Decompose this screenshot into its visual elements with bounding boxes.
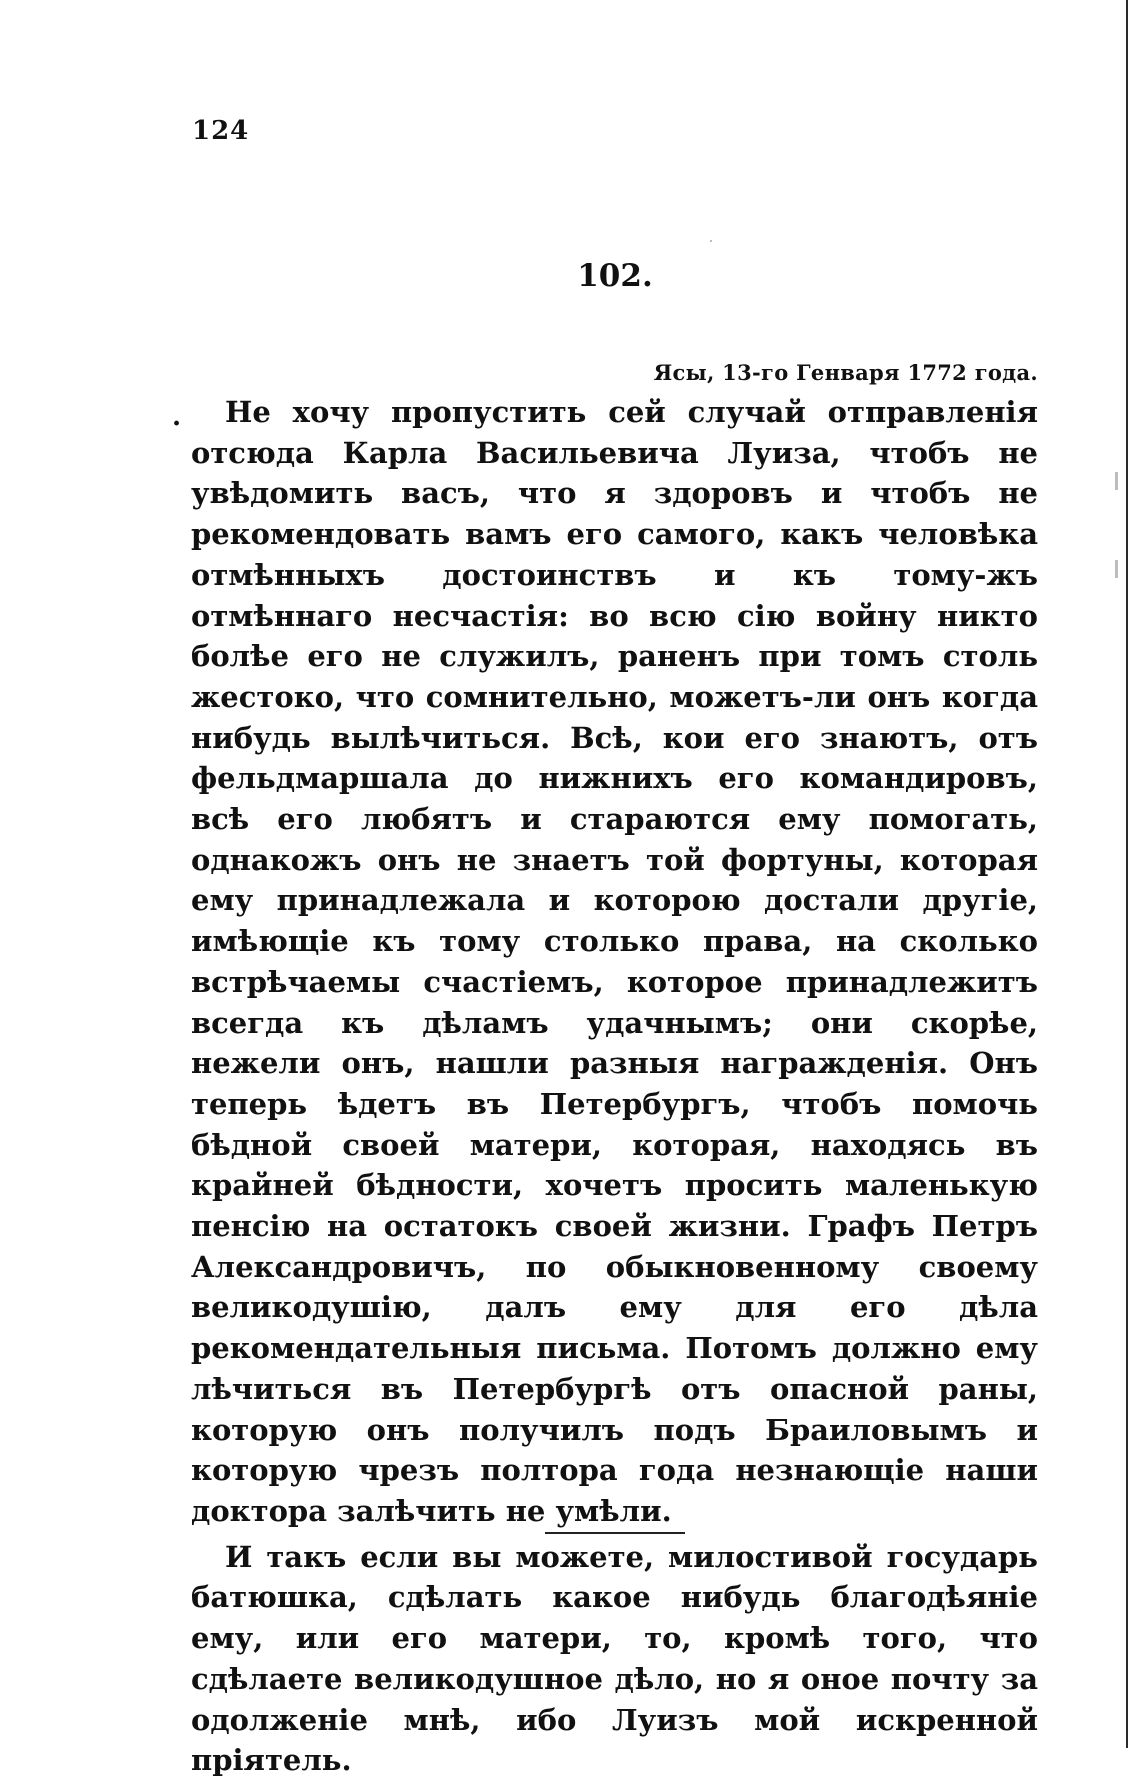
- body-paragraph-1: Не хочу пропустить сей случай отправленія отсюда Карла Васильевича Луиза, чтобъ не увѣдомить васъ, что я здоровъ и чтобъ не рекомендовать вамъ его самого, какъ человѣка отмѣнныхъ достоинствъ и къ тому-жъ отмѣннаго несчастія: во всю сію войну никто болѣе его не служилъ, раненъ при томъ столь жестоко, что сомнительно, можетъ-ли онъ когда нибудь вылѣчиться. Всѣ, кои его знаютъ, отъ фельдмаршала до нижнихъ его командировъ, всѣ его любятъ и стараются ему помогать, однакожъ онъ не знаетъ той фортуны, которая ему принадлежала и которою достали другіе, имѣющіе къ тому столько права, на сколько встрѣчаемы счастіемъ, которое принадлежитъ всегда къ дѣламъ удачнымъ; они скорѣе, нежели онъ, нашли разныя награжденія. Онъ теперь ѣдетъ въ Петербургъ, чтобъ помочь бѣдной своей матери, которая, находясь въ крайней бѣдности, хочетъ просить маленькую пенсію на остатокъ своей жизни. Графъ Петръ Александровичъ, по обыкновенному своему великодушію, далъ ему для его дѣла рекомендательныя письма. Потомъ должно ему лѣчиться въ Петербургѣ отъ опасной раны, которую онъ получилъ подъ Браиловымъ и которую чрезъ полтора года незнающіе наши доктора залѣчить не умѣли.: [191, 395, 1038, 1528]
- page-number: 124: [192, 116, 250, 146]
- letter-dateline: Ясы, 13-го Генваря 1772 года.: [653, 360, 1038, 385]
- closing-rule: [545, 1532, 685, 1534]
- scan-speck: [1115, 560, 1118, 578]
- page-edge-rule: [1126, 0, 1128, 1748]
- body-paragraph-2: И такъ если вы можете, милостивой государь батюшка, сдѣлать какое нибудь благодѣяніе ему, или его матери, то, кромѣ того, что сдѣлаете великодушное дѣло, но я оное почту за одолженіе мнѣ, ибо Луизъ мой искренной пріятель.: [191, 1539, 1038, 1778]
- letter-body: [191, 392, 1038, 1786]
- letter-number: 102.: [577, 258, 653, 294]
- scan-speck: [710, 240, 712, 242]
- scan-speck: [1115, 472, 1118, 490]
- margin-mark: .: [172, 402, 182, 432]
